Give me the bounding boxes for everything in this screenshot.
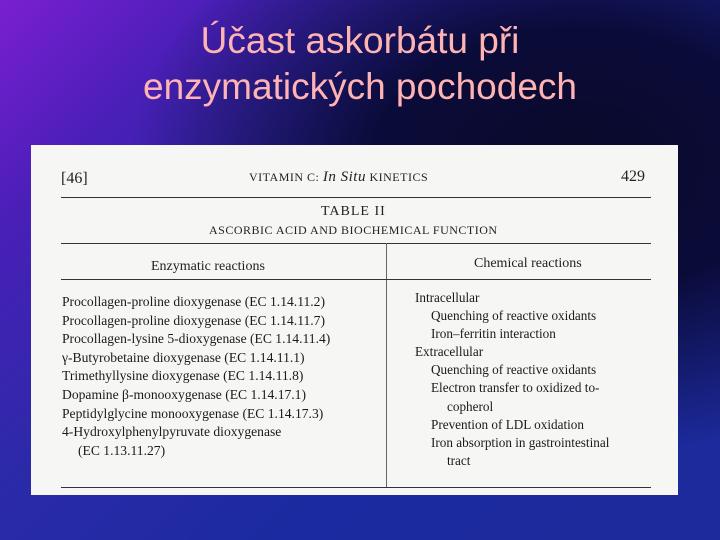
list-item: Procollagen-lysine 5-dioxygenase (EC 1.14.11.4) [62, 331, 331, 347]
list-item: Procollagen-proline dioxygenase (EC 1.14.11.7) [62, 312, 326, 328]
chemical-reactions-list [415, 289, 609, 470]
list-item: Extracellular [415, 344, 484, 360]
column-header-chemical: Chemical reactions [474, 256, 582, 271]
list-item: Intracellular [415, 290, 480, 305]
list-item: copherol [447, 398, 494, 414]
slide-title [0, 18, 720, 110]
enzymatic-reactions-list [62, 293, 330, 460]
section-reference: [46] [61, 170, 88, 187]
page-number: 429 [621, 168, 645, 185]
list-item: Iron absorption in gastrointestinal [431, 434, 610, 450]
list-item: 4-Hydroxylphenylpyruvate dioxygenase [62, 424, 282, 440]
list-item: Procollagen-proline dioxygenase (EC 1.14.11.2) [62, 294, 326, 309]
list-item: tract [447, 452, 471, 468]
slide-title-line-2: enzymatických pochodech [143, 66, 577, 107]
list-item: Quenching of reactive oxidants [431, 362, 597, 378]
running-title-italic: In Situ [322, 169, 366, 185]
list-item: (EC 1.13.11.27) [78, 442, 166, 458]
list-item: Dopamine β-monooxygenase (EC 1.14.17.1) [62, 386, 307, 402]
table-caption: ASCORBIC ACID AND BIOCHEMICAL FUNCTION [209, 223, 498, 237]
column-header-rule [61, 279, 651, 280]
list-item: Prevention of LDL oxidation [431, 416, 584, 432]
list-item: Trimethyllysine dioxygenase (EC 1.14.11.8) [62, 368, 304, 384]
list-item: Quenching of reactive oxidants [431, 308, 597, 324]
running-title-end: KINETICS [365, 170, 429, 184]
table-bottom-rule [61, 487, 651, 488]
list-item: Iron–ferritin interaction [431, 326, 556, 342]
list-item: Electron transfer to oxidized to- [431, 380, 600, 396]
list-item: γ-Butyrobetaine dioxygenase (EC 1.14.11.1) [62, 349, 305, 365]
column-header-enzymatic: Enzymatic reactions [151, 259, 265, 274]
table-top-rule [61, 243, 651, 244]
table-label: TABLE II [321, 204, 386, 219]
running-title-start: VITAMIN C: [249, 170, 323, 184]
slide-title-line-1: Účast askorbátu při [200, 20, 520, 61]
header-rule [61, 197, 651, 198]
scanned-table-image [31, 145, 678, 495]
running-title [249, 169, 428, 186]
list-item: Peptidylglycine monooxygenase (EC 1.14.17.3) [62, 405, 324, 421]
